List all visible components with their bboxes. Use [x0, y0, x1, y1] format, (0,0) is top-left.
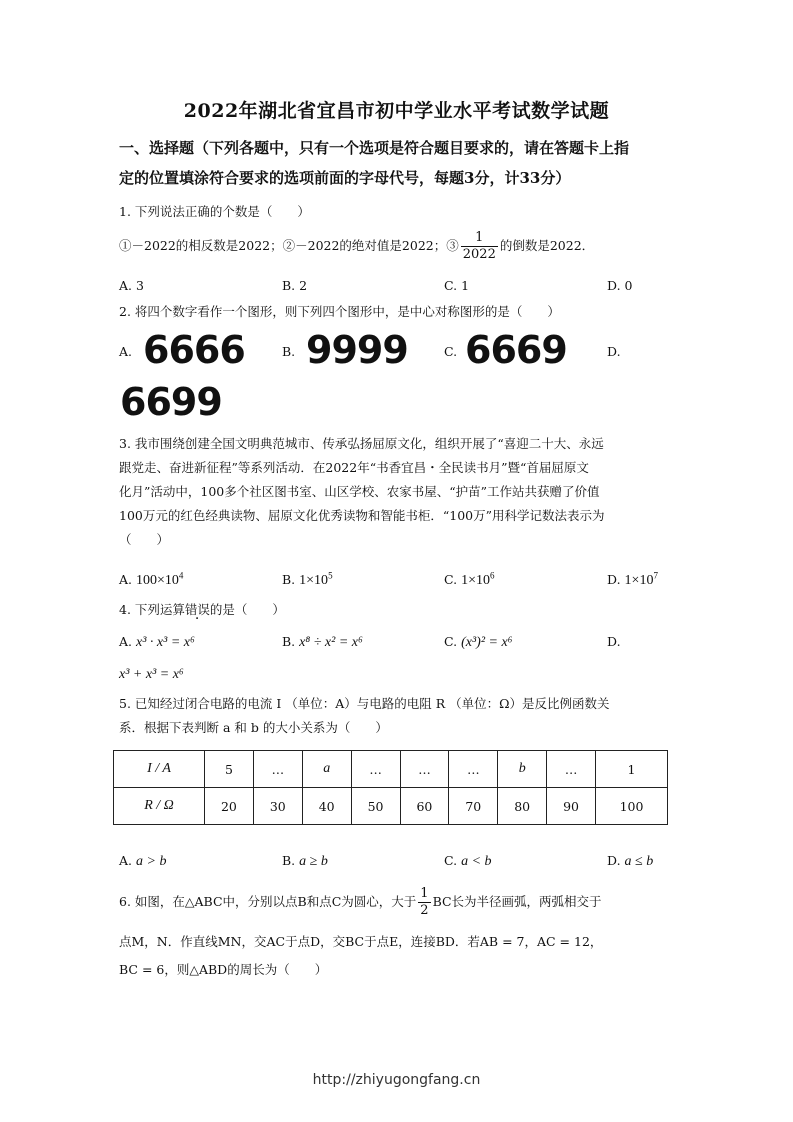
q1-option-b[interactable]: B. 2 — [282, 278, 308, 293]
q1-stem: 1. 下列说法正确的个数是（ ） — [119, 204, 310, 219]
section-heading — [119, 133, 679, 193]
q6-fraction-denominator: 2 — [420, 903, 429, 918]
q5-option-b[interactable] — [282, 853, 328, 870]
q4-option-a-expr: x³ · x³ = x⁶ — [136, 635, 195, 650]
table-cell: 80 — [498, 788, 547, 825]
q5-option-c-expr: a < b — [461, 854, 492, 869]
q5-option-c-label: C. — [444, 853, 458, 868]
q3-line-2: 跟党走、奋进新征程”等系列活动．在2022年“书香宜昌・全民读书月”暨“首届屈原文 — [119, 460, 589, 475]
table-cell: 60 — [400, 788, 449, 825]
q2-figure-b: 9999 — [306, 328, 408, 372]
q6-fraction-numerator: 1 — [420, 886, 429, 901]
q3-option-d[interactable] — [607, 572, 658, 589]
q6-fraction — [418, 886, 430, 919]
table-cell: 40 — [302, 788, 351, 825]
q5-option-c[interactable] — [444, 853, 492, 870]
q1-option-d[interactable]: D. 0 — [607, 278, 633, 293]
table-cell: 90 — [547, 788, 596, 825]
q5-data-table — [113, 750, 668, 825]
q3-option-a[interactable] — [119, 572, 183, 589]
q4-option-a-label: A. — [119, 634, 133, 649]
q3-option-a-exp: 4 — [178, 570, 184, 581]
page-title: 2022年湖北省宜昌市初中学业水平考试数学试题 — [183, 100, 610, 122]
q3-option-b-label: B. — [282, 572, 296, 587]
q3-line-4: 100万元的红色经典读物、屈原文化优秀读物和智能书柜．“100万”用科学记数法表示为 — [119, 508, 605, 523]
table-cell: … — [253, 751, 302, 788]
q3-option-b[interactable] — [282, 572, 333, 589]
q6-line-1a: 6. 如图，在△ABC中，分别以点B和点C为圆心，大于 — [119, 894, 417, 909]
q1-fraction — [461, 230, 498, 263]
q5-option-d-label: D. — [607, 853, 621, 868]
table-row — [114, 751, 668, 788]
table-cell: 5 — [205, 751, 254, 788]
table-cell: a — [302, 751, 351, 788]
q2-option-c-label[interactable]: C. — [444, 344, 458, 359]
q3-option-a-label: A. — [119, 572, 133, 587]
q6-line-1 — [119, 886, 602, 919]
q6-line-2: 点M，N．作直线MN，交AC于点D，交BC于点E，连接BD．若AB = 7，AC = 12， — [119, 934, 603, 949]
q1-option-c[interactable]: C. 1 — [444, 278, 470, 293]
q4-option-d-label[interactable]: D. — [607, 634, 621, 649]
q1-fraction-numerator: 1 — [475, 230, 484, 245]
q4-stem-post: 的是（ ） — [209, 602, 285, 617]
q3-option-c-label: C. — [444, 572, 458, 587]
q2-option-b-label[interactable]: B. — [282, 344, 296, 359]
table-cell: … — [449, 751, 498, 788]
q1-fraction-denominator: 2022 — [462, 247, 496, 262]
q4-option-c-expr: (x³)² = x⁶ — [461, 635, 513, 650]
table-cell: … — [400, 751, 449, 788]
table-cell: 1 — [596, 751, 668, 788]
q3-option-b-exp: 5 — [328, 570, 333, 581]
table-cell: … — [547, 751, 596, 788]
table-cell: 30 — [253, 788, 302, 825]
q2-option-d-label[interactable]: D. — [607, 344, 621, 359]
table-cell: 100 — [596, 788, 668, 825]
q3-line-1: 3. 我市围绕创建全国文明典范城市、传承弘扬屈原文化，组织开展了“喜迎二十大、永远 — [119, 436, 604, 451]
q5-line-2: 系．根据下表判断 a 和 b 的大小关系为（ ） — [119, 720, 388, 735]
q4-stem-emphasis: 错误 — [184, 602, 210, 617]
q5-option-a-label: A. — [119, 853, 133, 868]
q2-option-a-label[interactable]: A. — [119, 344, 133, 359]
q5-line-1: 5. 已知经过闭合电路的电流 I （单位：A）与电路的电阻 R （单位：Ω）是反比例函数关 — [119, 696, 610, 711]
q2-figure-a: 6666 — [143, 328, 245, 372]
q3-option-c-exp: 6 — [489, 570, 495, 581]
q4-option-a[interactable] — [119, 634, 195, 651]
table-cell: R / Ω — [114, 788, 205, 825]
q5-stem — [119, 692, 679, 740]
q3-option-a-base: 100×10 — [136, 573, 179, 588]
q4-option-d-expr: x³ + x³ = x⁶ — [119, 667, 184, 682]
q2-stem: 2. 将四个数字看作一个图形，则下列四个图形中，是中心对称图形的是（ ） — [119, 304, 560, 319]
table-cell: 50 — [351, 788, 400, 825]
q5-option-b-expr: a ≥ b — [299, 854, 328, 869]
q6-line-1b: BC长为半径画弧，两弧相交于 — [432, 894, 602, 909]
q3-line-5: （ ） — [119, 532, 170, 547]
q4-option-b[interactable] — [282, 634, 363, 651]
footer-url[interactable]: http://zhiyugongfang.cn — [312, 1072, 481, 1088]
q1-statements-part2: 的倒数是2022． — [499, 238, 595, 253]
table-cell: I / A — [114, 751, 205, 788]
q3-option-c-base: 1×10 — [461, 573, 490, 588]
table-row — [114, 788, 668, 825]
q1-statements-part1: ①－2022的相反数是2022；②－2022的绝对值是2022；③ — [119, 238, 459, 253]
q5-option-b-label: B. — [282, 853, 296, 868]
q1-statements — [119, 230, 594, 263]
q3-option-d-label: D. — [607, 572, 621, 587]
q3-option-d-base: 1×10 — [624, 573, 654, 588]
q5-option-a[interactable] — [119, 853, 166, 870]
q4-stem-pre: 4. 下列运算 — [119, 602, 185, 617]
table-cell: 20 — [205, 788, 254, 825]
table-cell: … — [351, 751, 400, 788]
q3-option-b-base: 1×10 — [299, 573, 329, 588]
q5-option-a-expr: a > b — [136, 854, 167, 869]
q4-option-c[interactable] — [444, 634, 513, 651]
section-heading-line-1: 一、选择题（下列各题中，只有一个选项是符合题目要求的，请在答题卡上指 — [119, 139, 630, 157]
q3-option-d-exp: 7 — [653, 570, 658, 581]
q3-stem — [119, 432, 679, 552]
section-heading-line-2: 定的位置填涂符合要求的选项前面的字母代号，每题3分，计33分） — [119, 169, 571, 187]
table-cell: b — [498, 751, 547, 788]
q4-option-b-expr: x⁸ ÷ x² = x⁶ — [299, 635, 363, 650]
q2-figure-d: 6699 — [120, 380, 222, 424]
q1-option-a[interactable]: A. 3 — [119, 278, 144, 293]
q3-option-c[interactable] — [444, 572, 494, 589]
q4-option-c-label: C. — [444, 634, 458, 649]
q4-stem — [119, 600, 285, 618]
q5-option-d[interactable] — [607, 853, 653, 870]
q5-option-d-expr: a ≤ b — [624, 854, 654, 869]
q4-option-b-label: B. — [282, 634, 296, 649]
table-cell: 70 — [449, 788, 498, 825]
q6-line-3: BC = 6，则△ABD的周长为（ ） — [119, 962, 328, 977]
q2-figure-c: 6669 — [465, 328, 567, 372]
q3-line-3: 化月”活动中，100多个社区图书室、山区学校、农家书屋、“护苗”工作站共获赠了价值 — [119, 484, 600, 499]
